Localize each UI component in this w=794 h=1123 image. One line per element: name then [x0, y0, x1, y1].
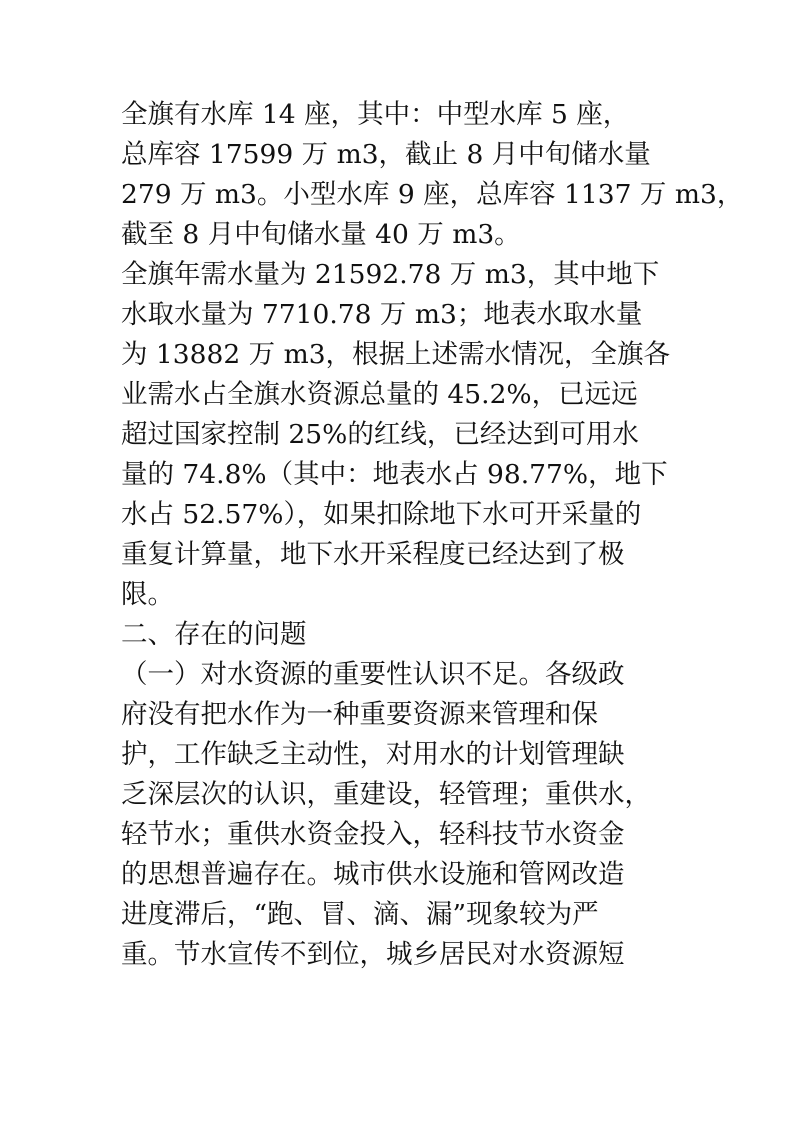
text-line: 总库容 17599 万 m3，截止 8 月中旬储水量: [121, 139, 651, 170]
text-line: 279 万 m3。小型水库 9 座，总库容 1137 万 m3，: [121, 179, 744, 210]
text-line: 超过国家控制 25%的红线，已经达到可用水: [121, 419, 639, 450]
text-line: 业需水占全旗水资源总量的 45.2%，已远远: [121, 379, 638, 410]
text-line: 全旗年需水量为 21592.78 万 m3，其中地下: [121, 259, 660, 290]
text-line: 乏深层次的认识，重建设，轻管理；重供水，: [121, 779, 651, 810]
text-line: 量的 74.8%（其中：地表水占 98.77%，地下: [121, 459, 668, 490]
text-line: 全旗有水库 14 座，其中：中型水库 5 座，: [121, 99, 630, 130]
text-line: 府没有把水作为一种重要资源来管理和保: [121, 699, 598, 730]
text-line: （一）对水资源的重要性认识不足。各级政: [121, 659, 625, 690]
text-line: 为 13882 万 m3，根据上述需水情况，全旗各: [121, 339, 671, 370]
text-line: 水占 52.57%），如果扣除地下水可开采量的: [121, 499, 642, 530]
document-body: [121, 95, 744, 975]
text-line: 轻节水；重供水资金投入，轻科技节水资金: [121, 819, 625, 850]
text-line: 进度滞后，“跑、冒、滴、漏”现象较为严: [121, 899, 599, 930]
section-heading: 二、存在的问题: [121, 619, 307, 650]
text-line: 护，工作缺乏主动性，对用水的计划管理缺: [121, 739, 625, 770]
text-line: 的思想普遍存在。城市供水设施和管网改造: [121, 859, 625, 890]
text-line: 限。: [121, 579, 174, 610]
text-line: 重。节水宣传不到位，城乡居民对水资源短: [121, 939, 625, 970]
text-line: 截至 8 月中旬储水量 40 万 m3。: [121, 219, 521, 250]
text-line: 重复计算量，地下水开采程度已经达到了极: [121, 539, 625, 570]
text-line: 水取水量为 7710.78 万 m3；地表水取水量: [121, 299, 643, 330]
